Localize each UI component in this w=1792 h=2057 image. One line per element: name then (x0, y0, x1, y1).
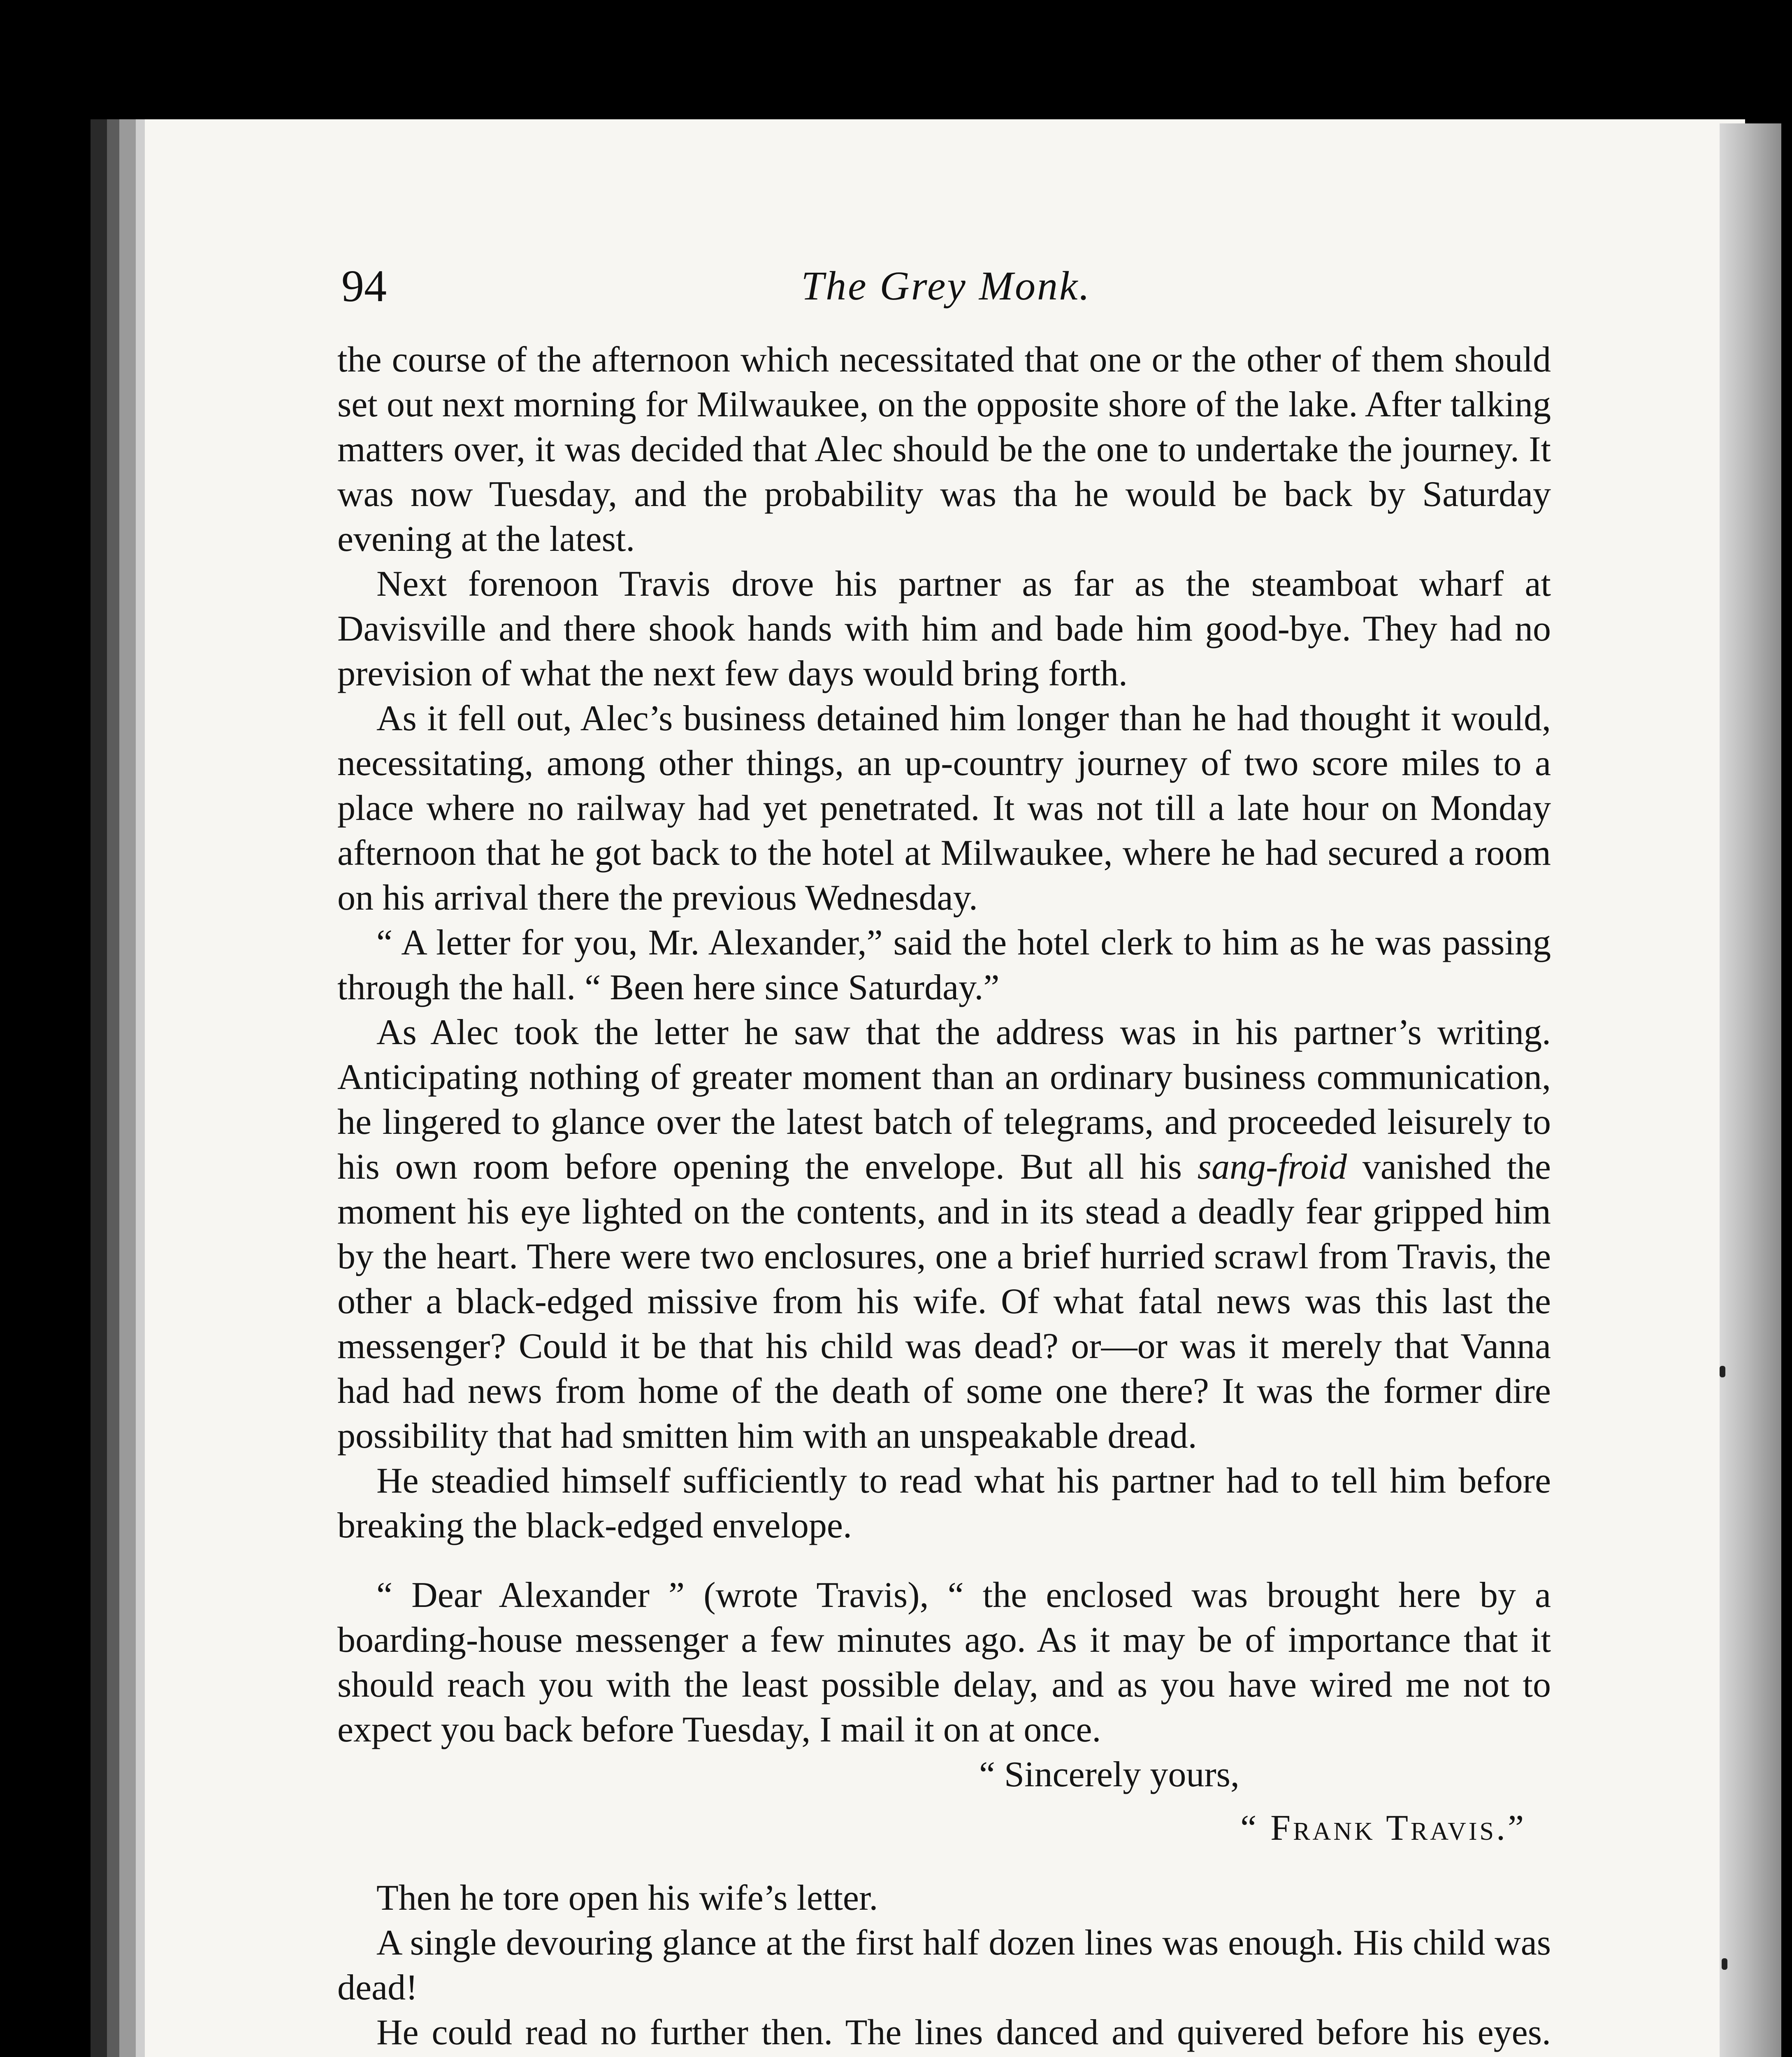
page-number: 94 (341, 261, 387, 311)
paragraph-9: A single devouring glance at the first half dozen lines was enough. His child was dead! (337, 1923, 1551, 2008)
running-title: The Grey Monk. (801, 263, 1091, 309)
paragraph-4: “ A letter for you, Mr. Alexander,” said the hotel clerk to him as he was passing through the hall. “ Been here since Saturday.” (337, 923, 1551, 1008)
paragraph-6: He steadied himself sufficiently to read what his partner had to tell him before breaking the black-edged envelope. (337, 1461, 1551, 1546)
paragraph-10: He could read no further then. The lines danced and quivered before his eyes. (376, 2013, 1551, 2052)
paragraph-8: Then he tore open his wife’s letter. (376, 1878, 878, 1918)
paragraph-2: Next forenoon Travis drove his partner as far as the steamboat wharf at Davisville and there shook hands with him and bade him good-bye. They had no prevision of what the next few days would bring forth. (337, 564, 1551, 694)
signature-name: “ Frank Travis.” (1240, 1808, 1526, 1848)
signature-closing: “ Sincerely yours, (979, 1755, 1240, 1795)
page-edge (1720, 123, 1781, 2057)
letter-signature (337, 1752, 1551, 1876)
body-text (337, 337, 1551, 2057)
paragraph-3: As it fell out, Alec’s business detained him longer than he had thought it would, necessitating, among other things, an up-country journey of two score miles to a place where no railway had yet penetrated. It was not till a late hour on Monday afternoon that he got back to the hotel at Milwaukee, where he had secured a room on his arrival there the previous Wednesday. (337, 699, 1551, 918)
margin-mark (1720, 1366, 1725, 1377)
letter-paragraph: “ Dear Alexander ” (wrote Travis), “ the enclosed was brought here by a boarding-house messenger a few minutes ago. As it may be of importance that it should reach you with the least possible delay, and as you have wired me not to expect you back before Tuesday, I mail it on at once. (337, 1575, 1551, 1750)
page-header (341, 255, 1551, 317)
paragraph-5: As Alec took the letter he saw that the address was in his partner’s writing. Anticipating nothing of greater moment than an ordinary business communication, he lingered to glance over the latest batch of telegrams, and proceeded leisurely to his own room before opening the envelope. But all his sang-froid vanished the moment his eye lighted on the contents, and in its stead a deadly fear gripped him by the heart. There were two enclosures, one a brief hurried scrawl from Travis, the other a black-edged missive from his wife. Of what fatal news was this last the messenger? Could it be that his child was dead? or—or was it merely that Vanna had had news from home of the death of some one there? It was the former dire possibility that had smitten him with an unspeakable dread. (337, 1012, 1551, 1456)
paragraph-1: the course of the afternoon which necessitated that one or the other of them should set out next morning for Milwaukee, on the opposite shore of the lake. After talking matters over, it was decided that Alec should be the one to undertake the journey. It was now Tuesday, and the probability was tha he would be back by Saturday evening at the latest. (337, 340, 1551, 559)
margin-mark (1722, 1958, 1727, 1970)
